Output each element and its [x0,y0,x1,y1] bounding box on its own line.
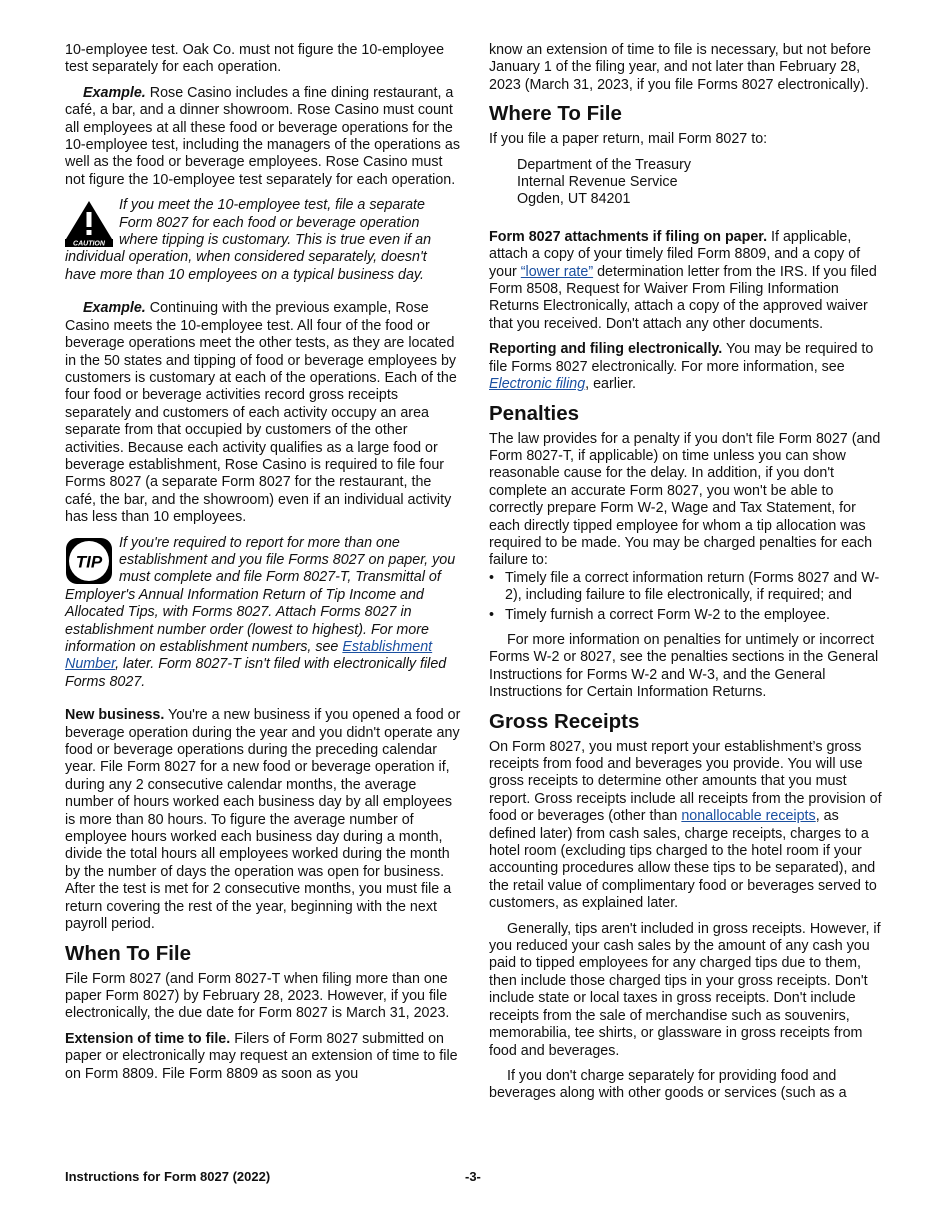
new-business-paragraph [65,707,461,933]
bullet-text: Timely furnish a correct Form W-2 to the employee. [505,606,830,623]
address-line: Ogden, UT 84201 [517,191,631,208]
right-column [489,42,885,1111]
paragraph: know an extension of time to file is necessary, but not before January 1 of the filing year, and not later than February 28, 2023 (March 31, 2023, if you file Forms 8027 electronically). [489,42,871,93]
paragraph: 10-employee test. Oak Co. must not figure the 10-employee test separately for each operation. [65,42,445,76]
bullet-item [489,607,885,624]
page-number: -3- [465,1169,481,1184]
reporting-text: You may be required to file Forms 8027 electronically. For more information, see [489,341,874,375]
attachments-label: Form 8027 attachments if filing on paper. [489,228,768,245]
new-business-text: You're a new business if you opened a food or beverage operation during the year and you didn't operate any food or beverage operations during the preceding calendar year. File Form 8027 for a new food or beverage operation if, during any 2 consecutive calendar months, the average number of hours worked each business day by all employees is more than 80 hours. To figure the average number of employee hours worked each business day during a month, divide the total hours all employees worked during the month by the number of days the operation was open for business. After the test is met for 2 consecutive months, you must file a return covering the rest of the year, beginning with the next payroll period. [65,707,461,933]
gross-receipts-text: On Form 8027, you must report your establishment’s gross receipts from food and beverages you provide. You will use gross receipts to determine other amounts that you must report. Gross receipts include all receipts from the provision of food or beverages (other than [489,738,882,825]
example-paragraph [65,85,461,189]
bullet-icon: • [489,606,495,623]
caution-note [65,197,461,284]
electronic-filing-link[interactable]: Electronic filing [489,376,586,393]
example-text: Rose Casino includes a fine dining restaurant, a café, a bar, and a dinner showroom. Rose Casino must count all employees at all these food or beverage operations for the 10-employee test, including the managers of the operations as well as the food or beverage employees. Rose Casino must not figure the 10-employee test separately for each operation. [65,84,460,188]
address-line: Department of the Treasury [517,156,692,173]
where-to-file-paragraph: If you file a paper return, mail Form 8027 to: [489,131,768,148]
tip-note [65,535,461,692]
gross-receipts-paragraph-2: Generally, tips aren't included in gross receipts. However, if you reduced your cash sales by the amount of any cash you paid to tipped employees for any charged tips due to them, then include those charged tips in your gross receipts. Don't include state or local taxes in gross receipts. Don't include receipts from the sale of merchandise such as souvenirs, memorabilia, tee shirts, or glassware in gross receipts from food and beverages. [489,920,881,1059]
mailing-address [517,157,885,209]
nonallocable-receipts-link[interactable]: nonallocable receipts [681,808,816,825]
gross-receipts-heading: Gross Receipts [489,709,640,733]
penalties-paragraph-2: For more information on penalties for untimely or incorrect Forms W-2 or 8027, see the penalties sections in the General Instructions for Forms W-2 and W-3, and the General Instructions for Certain Information Returns. [489,631,879,701]
caution-label: CAUTION [73,240,105,248]
establishment-number-link[interactable]: Establishment Number [65,639,433,673]
penalties-heading: Penalties [489,401,580,425]
example-label: Example. [83,84,146,101]
extension-text: Filers of Form 8027 submitted on paper or electronically may request an extension of time to file on Form 8809. File Form 8809 as soon as you [65,1030,458,1082]
tip-icon [65,537,113,585]
reporting-paragraph [489,341,885,393]
caution-text: If you meet the 10-employee test, file a separate Form 8027 for each food or beverage operation where tipping is customary. This is true even if an individual operation, when considered separately, doesn't have more than 10 employees on a typical business day. [65,197,432,283]
example-label: Example. [83,300,146,317]
new-business-label: New business. [65,707,165,724]
bullet-text: Timely file a correct information return (Forms 8027 and W-2), including failure to file electronically, if required; and [505,569,880,604]
reporting-label: Reporting and filing electronically. [489,341,723,358]
example-paragraph [65,300,461,526]
attachments-text-end: determination letter from the IRS. If you filed Form 8508, Request for Waiver From Filing Information Returns Electronically, attach a copy of the approved waiver that you received. Don't attach any other documents. [489,263,877,332]
gross-receipts-text-end: , as defined later) from cash sales, charge receipts, charges to a hotel room (excluding tips charged to the hotel room if your accounting procedures allow these tips to be separated), and the retail value of complimentary food or beverages served to customers, as explained later. [489,808,877,912]
where-to-file-heading: Where To File [489,102,622,126]
tip-text: If you're required to report for more than one establishment and you file Forms 8027 on paper, you must complete and file Form 8027-T, Transmittal of Employer's Annual Information Return of Tip Income and Allocated Tips, with Forms 8027. Attach Forms 8027 in establishment number order (lowest to highest). For more information on establishment numbers, see [65,534,456,655]
reporting-text-end: , earlier. [585,376,637,393]
address-line: Internal Revenue Service [517,174,678,191]
tip-text-end: , later. Form 8027-T isn't filed with electronically filed Forms 8027. [65,656,447,690]
when-to-file-paragraph: File Form 8027 (and Form 8027-T when filing more than one paper Form 8027) by February 28, 2023. However, if you file electronically, the due date for Form 8027 is March 31, 2023. [65,970,450,1022]
gross-receipts-paragraph [489,739,885,913]
when-to-file-heading: When To File [65,941,192,965]
extension-paragraph [65,1031,461,1083]
bullet-item [489,570,885,605]
penalties-paragraph: The law provides for a penalty if you don't file Form 8027 (and Form 8027-T, if applicable) on time unless you can show reasonable cause for the delay. In addition, if you don't complete an accurate Form 8027, you won't be able to correctly prepare Form W-2, Wage and Tax Statement, for each directly tipped employee for whom a tip allocation was required to be made. You may be charged penalties for each failure to: [489,430,881,569]
attachments-text: If applicable, attach a copy of your timely filed Form 8809, and a copy of your [489,228,861,280]
attachments-paragraph [489,229,885,333]
left-column [65,42,461,1091]
extension-label: Extension of time to file. [65,1030,231,1047]
footer-title: Instructions for Form 8027 (2022) [65,1169,271,1184]
lower-rate-link[interactable]: “lower rate” [520,263,594,280]
example-text: Continuing with the previous example, Rose Casino meets the 10-employee test. All four of the food or beverage operations meet the other tests, as they are located in the 50 states and tipping of food or beverage employees by customers is customary at each of the operations. Each of the four food or beverage activities record gross receipts separately and customers of each activity occupy an area separate from that occupied by customers of the other activities. Because each activity qualifies as a large food or beverage establishment, Rose Casino is required to file four Forms 8027 (a separate Form 8027 for the restaurant, the café, the bar, and the showroom) even if an individual activity has less than 10 employees. [65,300,457,526]
tip-label: TIP [75,552,103,572]
caution-icon [65,199,113,247]
bullet-icon: • [489,569,495,586]
gross-receipts-paragraph-3: If you don't charge separately for providing food and beverages along with other goods or services (such as a [489,1067,847,1102]
